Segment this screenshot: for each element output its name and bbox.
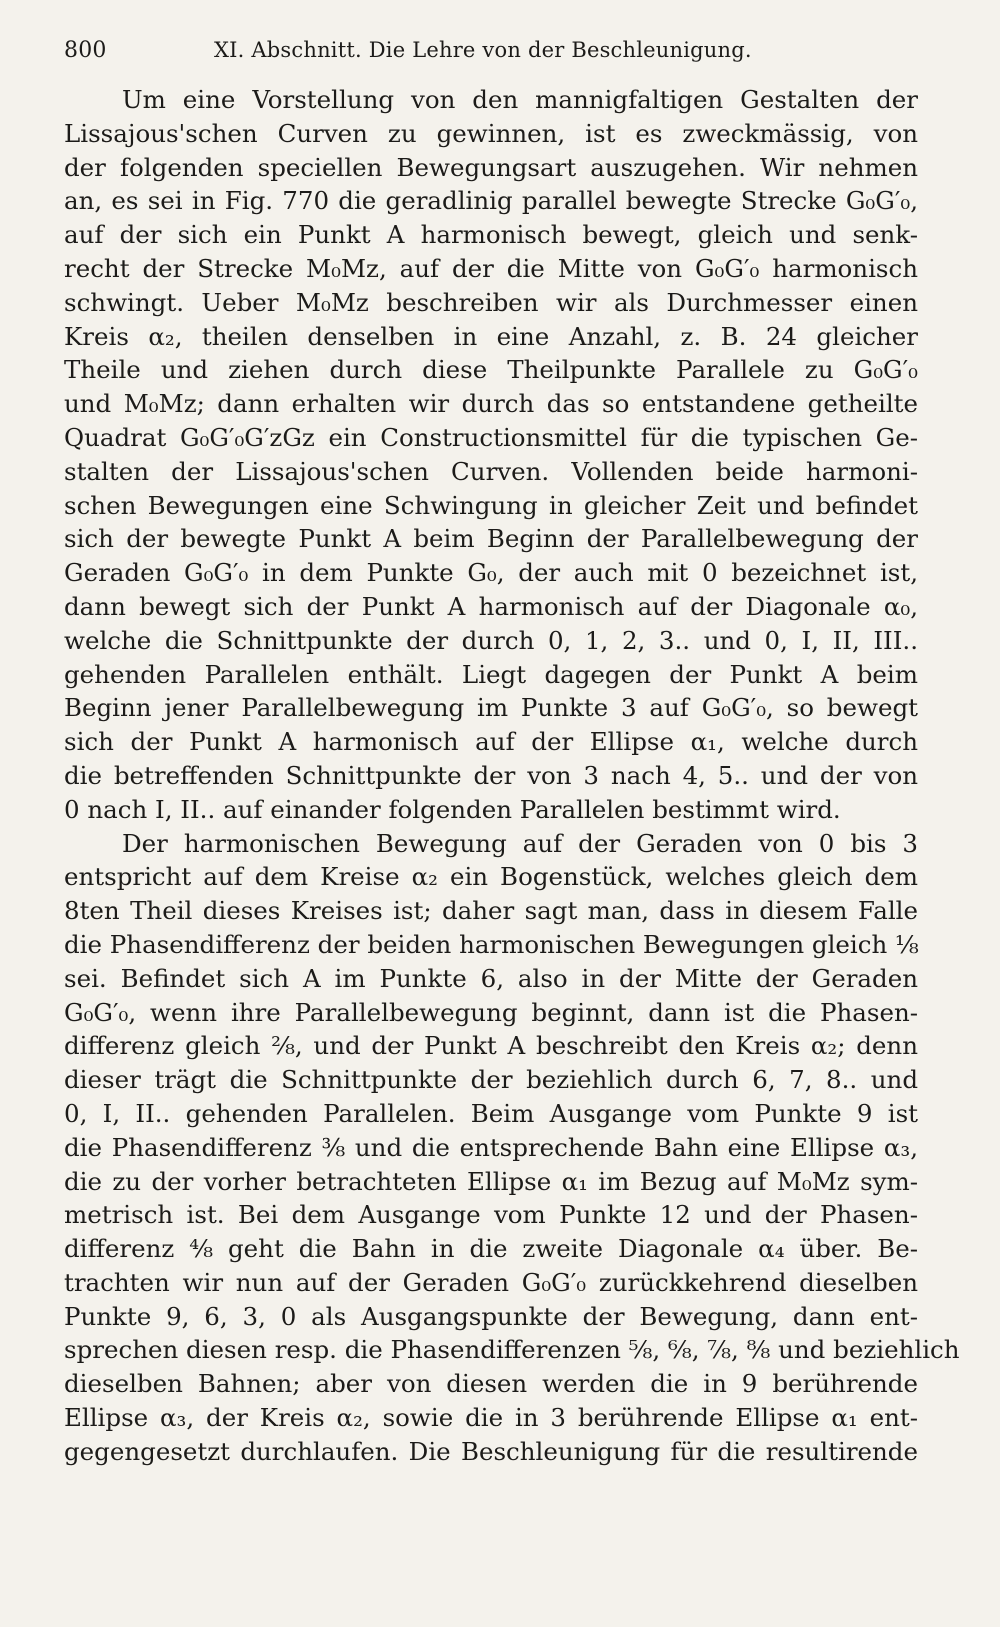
text-line: die betreffenden Schnittpunkte der von 3 nach 4, 5.. und der von [64,760,918,790]
text-line: sich der bewegte Punkt A beim Beginn der Parallelbewegung der [64,524,918,554]
text-line: differenz gleich ²⁄₈, und der Punkt A beschreibt den Kreis α₂; denn [64,1031,918,1061]
text-line: dann bewegt sich der Punkt A harmonisch auf der Diagonale α₀, [64,591,918,621]
text-line: sprechen diesen resp. die Phasendifferenzen ⅝, ⁶⁄₈, ⅞, ⁸⁄₈ und beziehlich [64,1335,960,1365]
text-line: Quadrat G₀G′₀G′zGz ein Constructionsmittel für die typischen Ge- [64,422,918,452]
text-line: entspricht auf dem Kreise α₂ ein Bogenstück, welches gleich dem [64,862,918,892]
text-line: differenz ⁴⁄₈ geht die Bahn in die zweite Diagonale α₄ über. Be- [64,1234,918,1264]
text-line: dieser trägt die Schnittpunkte der beziehlich durch 6, 7, 8.. und [64,1065,918,1095]
text-line: schwingt. Ueber M₀Mz beschreiben wir als Durchmesser einen [64,287,918,317]
text-line: G₀G′₀, wenn ihre Parallelbewegung beginnt, dann ist die Phasen- [64,997,918,1027]
page-number: 800 [64,38,107,63]
text-line: metrisch ist. Bei dem Ausgange vom Punkte 12 und der Phasen- [64,1200,918,1230]
text-line: Geraden G₀G′₀ in dem Punkte G₀, der auch mit 0 bezeichnet ist, [64,558,918,588]
text-line: Ellipse α₃, der Kreis α₂, sowie die in 3 berührende Ellipse α₁ ent- [64,1403,918,1433]
text-line: dieselben Bahnen; aber von diesen werden die in 9 berührende [64,1369,918,1399]
text-line: Um eine Vorstellung von den mannigfaltigen Gestalten der [122,85,918,114]
text-line: trachten wir nun auf der Geraden G₀G′₀ zurückkehrend dieselben [64,1267,918,1297]
text-line: Lissajous'schen Curven zu gewinnen, ist es zweckmässig, von [64,118,918,148]
text-line: 0 nach I, II.. auf einander folgenden Parallelen bestimmt wird. [64,794,841,824]
text-line: Theile und ziehen durch diese Theilpunkte Parallele zu G₀G′₀ [64,355,918,385]
text-line: Der harmonischen Bewegung auf der Geraden von 0 bis 3 [122,828,918,858]
paragraph [64,83,918,827]
text-line: die zu der vorher betrachteten Ellipse α₁ im Bezug auf M₀Mz sym- [64,1166,918,1196]
running-head: XI. Abschnitt. Die Lehre von der Beschleunigung. [214,38,752,62]
text-line: an, es sei in Fig. 770 die geradlinig parallel bewegte Strecke G₀G′₀, [64,186,918,216]
text-line: gegengesetzt durchlaufen. Die Beschleunigung für die resultirende [64,1436,918,1466]
text-line: und M₀Mz; dann erhalten wir durch das so entstandene getheilte [64,389,918,419]
text-line: die Phasendifferenz der beiden harmonischen Bewegungen gleich ⅛ [64,929,919,959]
text-line: Beginn jener Parallelbewegung im Punkte 3 auf G₀G′₀, so bewegt [64,693,918,723]
text-line: stalten der Lissajous'schen Curven. Vollenden beide harmoni- [64,456,918,486]
text-line: recht der Strecke M₀Mz, auf der die Mitte von G₀G′₀ harmonisch [64,253,918,283]
text-line: Kreis α₂, theilen denselben in eine Anzahl, z. B. 24 gleicher [64,321,918,351]
text-line: schen Bewegungen eine Schwingung in gleicher Zeit und befindet [64,490,918,520]
text-line: Punkte 9, 6, 3, 0 als Ausgangspunkte der Bewegung, dann ent- [64,1301,918,1331]
text-line: der folgenden speciellen Bewegungsart auszugehen. Wir nehmen [64,152,918,182]
text-line: welche die Schnittpunkte der durch 0, 1, 2, 3.. und 0, I, II, III.. [64,625,918,655]
body-text [64,83,960,1469]
paragraph [64,827,960,1469]
page-header [64,38,918,63]
text-line: auf der sich ein Punkt A harmonisch bewegt, gleich und senk- [64,220,918,250]
text-line: gehenden Parallelen enthält. Liegt dagegen der Punkt A beim [64,659,918,689]
text-line: sei. Befindet sich A im Punkte 6, also in der Mitte der Geraden [64,963,918,993]
text-line: sich der Punkt A harmonisch auf der Ellipse α₁, welche durch [64,727,918,757]
text-line: 0, I, II.. gehenden Parallelen. Beim Ausgange vom Punkte 9 ist [64,1098,918,1128]
text-line: die Phasendifferenz ⅜ und die entsprechende Bahn eine Ellipse α₃, [64,1132,918,1162]
text-line: 8ten Theil dieses Kreises ist; daher sagt man, dass in diesem Falle [64,896,918,926]
